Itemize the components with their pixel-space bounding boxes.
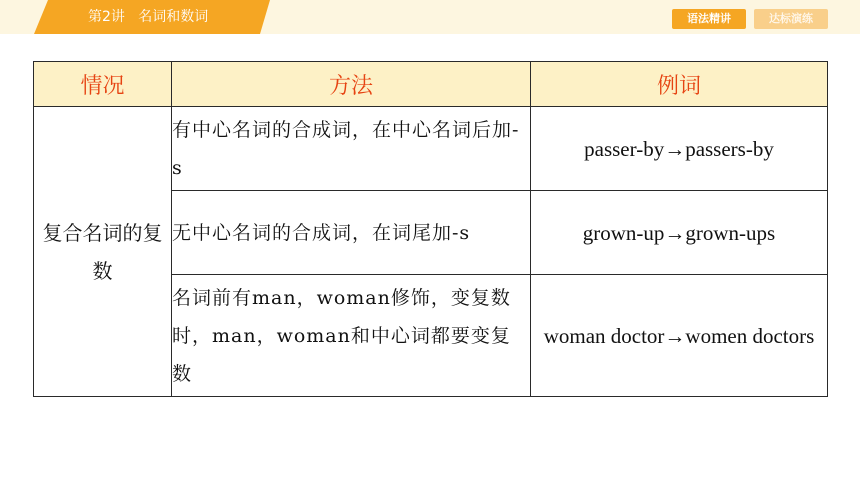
header-situation: 情况 — [34, 62, 172, 107]
header-example: 例词 — [531, 62, 828, 107]
method-cell: 名词前有man，woman修饰，变复数时，man，woman和中心词都要变复数 — [172, 275, 531, 397]
table-header-row — [34, 62, 828, 107]
tab-practice[interactable]: 达标演练 — [754, 9, 828, 29]
method-cell: 无中心名词的合成词，在词尾加-s — [172, 191, 531, 275]
tab-grammar-lecture[interactable]: 语法精讲 — [672, 9, 746, 29]
example-cell: passer-by→passers-by — [531, 107, 828, 191]
example-cell: grown-up→grown-ups — [531, 191, 828, 275]
situation-cell: 复合名词的复数 — [34, 107, 172, 397]
example-cell: woman doctor→women doctors — [531, 275, 828, 397]
header-method: 方法 — [172, 62, 531, 107]
lesson-title: 第2讲 名词和数词 — [88, 9, 209, 25]
grammar-table — [33, 61, 828, 397]
method-cell: 有中心名词的合成词，在中心名词后加-s — [172, 107, 531, 191]
table-row — [34, 107, 828, 191]
